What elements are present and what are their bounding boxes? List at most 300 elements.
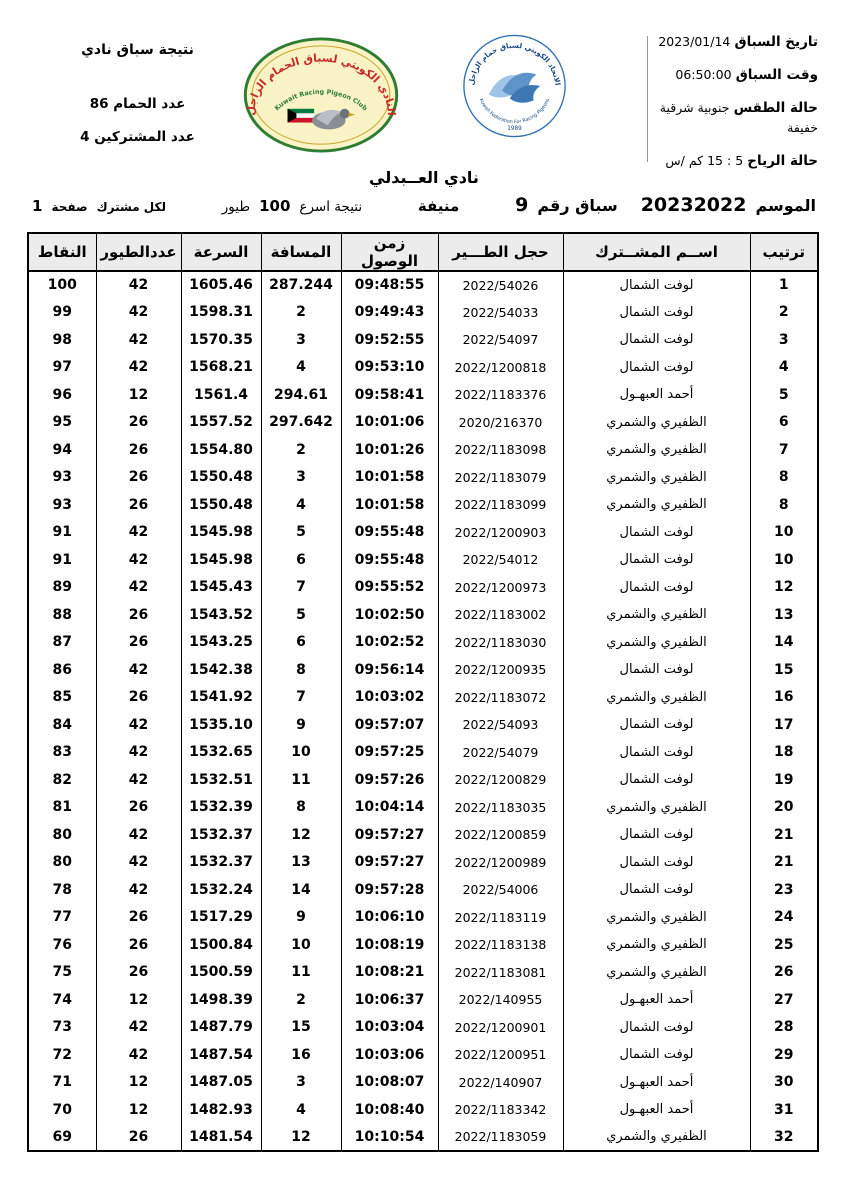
- speed-cell: 1532.39: [181, 794, 261, 822]
- participant-name-cell: الظفيري والشمري: [563, 931, 750, 959]
- participant-count-label: عدد المشتركين: [94, 129, 195, 145]
- column-header-participant: اســم المشــترك: [563, 233, 750, 271]
- rank-cell: 7: [750, 436, 818, 464]
- table-row: [28, 821, 818, 849]
- birds-word: طيور: [221, 199, 251, 215]
- table-row: [28, 959, 818, 987]
- rank-cell: 25: [750, 931, 818, 959]
- bird-count-cell: 26: [96, 794, 181, 822]
- ring-number-cell: 2022/1200859: [438, 821, 563, 849]
- speed-cell: 1532.37: [181, 821, 261, 849]
- wind-value: 5 : 15 كم /س: [665, 153, 744, 168]
- arrival-time-cell: 09:57:27: [341, 849, 438, 877]
- points-cell: 99: [28, 299, 96, 327]
- arrival-time-cell: 09:56:14: [341, 656, 438, 684]
- bird-count-cell: 42: [96, 656, 181, 684]
- participant-name-cell: لوفت الشمال: [563, 821, 750, 849]
- table-row: [28, 491, 818, 519]
- distance-cell: 9: [261, 904, 341, 932]
- rank-cell: 21: [750, 821, 818, 849]
- race-number-value: 9: [515, 194, 529, 216]
- points-cell: 91: [28, 519, 96, 547]
- bird-count-cell: 26: [96, 464, 181, 492]
- bird-count-cell: 26: [96, 601, 181, 629]
- rank-cell: 26: [750, 959, 818, 987]
- summary-block: [60, 42, 215, 162]
- points-cell: 85: [28, 684, 96, 712]
- bird-count-cell: 26: [96, 491, 181, 519]
- race-time-line: [638, 65, 818, 85]
- page-label: صفحة: [51, 200, 88, 214]
- federation-logo: [462, 32, 567, 144]
- participant-name-cell: لوفت الشمال: [563, 656, 750, 684]
- points-cell: 69: [28, 1124, 96, 1152]
- participant-name-cell: الظفيري والشمري: [563, 409, 750, 437]
- bird-count-cell: 42: [96, 519, 181, 547]
- participant-name-cell: أحمد العبهـول: [563, 986, 750, 1014]
- fastest-count: 100: [259, 197, 291, 215]
- ring-number-cell: 2022/54012: [438, 546, 563, 574]
- arrival-time-cell: 09:55:52: [341, 574, 438, 602]
- ring-number-cell: 2022/1183138: [438, 931, 563, 959]
- distance-cell: 4: [261, 354, 341, 382]
- participant-name-cell: لوفت الشمال: [563, 1014, 750, 1042]
- speed-cell: 1482.93: [181, 1096, 261, 1124]
- column-header-ring: حجل الطـــير: [438, 233, 563, 271]
- arrival-time-cell: 10:01:58: [341, 464, 438, 492]
- speed-cell: 1554.80: [181, 436, 261, 464]
- arrival-time-cell: 09:57:25: [341, 739, 438, 767]
- race-number-label: سباق رقم: [537, 196, 618, 215]
- race-time-label: وقت السباق: [735, 67, 818, 83]
- participant-name-cell: الظفيري والشمري: [563, 959, 750, 987]
- location-group: [418, 197, 459, 215]
- rank-cell: 27: [750, 986, 818, 1014]
- page-group: [32, 197, 166, 215]
- arrival-time-cell: 09:55:48: [341, 519, 438, 547]
- race-date-line: [638, 32, 818, 52]
- arrival-time-cell: 10:06:10: [341, 904, 438, 932]
- participant-name-cell: لوفت الشمال: [563, 711, 750, 739]
- bird-count-cell: 42: [96, 739, 181, 767]
- pigeon-count-line: [60, 96, 215, 112]
- participant-name-cell: أحمد العبهـول: [563, 1096, 750, 1124]
- speed-cell: 1532.65: [181, 739, 261, 767]
- rank-cell: 5: [750, 381, 818, 409]
- speed-cell: 1550.48: [181, 491, 261, 519]
- result-title: نتيجة سباق نادي: [81, 42, 194, 58]
- bird-count-cell: 26: [96, 436, 181, 464]
- wind-label: حالة الرياح: [747, 153, 818, 169]
- points-cell: 82: [28, 766, 96, 794]
- arrival-time-cell: 10:06:37: [341, 986, 438, 1014]
- per-participant-label: لكل مشترك: [96, 200, 166, 214]
- bird-count-cell: 42: [96, 299, 181, 327]
- bird-count-cell: 26: [96, 409, 181, 437]
- distance-cell: 12: [261, 1124, 341, 1152]
- ring-number-cell: 2022/1200903: [438, 519, 563, 547]
- distance-cell: 15: [261, 1014, 341, 1042]
- bird-count-cell: 42: [96, 354, 181, 382]
- distance-cell: 5: [261, 519, 341, 547]
- race-location: منيفة: [417, 197, 460, 215]
- rank-cell: 32: [750, 1124, 818, 1152]
- season-value: 20232022: [640, 194, 747, 216]
- points-cell: 77: [28, 904, 96, 932]
- arrival-time-cell: 09:53:10: [341, 354, 438, 382]
- rank-cell: 18: [750, 739, 818, 767]
- arrival-time-cell: 10:08:40: [341, 1096, 438, 1124]
- page-number: 1: [32, 197, 43, 215]
- speed-cell: 1550.48: [181, 464, 261, 492]
- rank-cell: 10: [750, 546, 818, 574]
- bird-count-cell: 26: [96, 904, 181, 932]
- participant-name-cell: الظفيري والشمري: [563, 601, 750, 629]
- ring-number-cell: 2022/1200951: [438, 1041, 563, 1069]
- participant-name-cell: لوفت الشمال: [563, 876, 750, 904]
- participant-name-cell: لوفت الشمال: [563, 271, 750, 299]
- participant-name-cell: الظفيري والشمري: [563, 629, 750, 657]
- club-english-arc-text: Kuwait Racing Pigeon Club: [272, 87, 370, 113]
- participant-name-cell: الظفيري والشمري: [563, 436, 750, 464]
- speed-cell: 1487.54: [181, 1041, 261, 1069]
- column-header-distance: المسافة: [261, 233, 341, 271]
- distance-cell: 13: [261, 849, 341, 877]
- table-row: [28, 876, 818, 904]
- speed-cell: 1543.52: [181, 601, 261, 629]
- distance-cell: 12: [261, 821, 341, 849]
- arrival-time-cell: 10:01:06: [341, 409, 438, 437]
- rank-cell: 8: [750, 491, 818, 519]
- speed-cell: 1561.4: [181, 381, 261, 409]
- participant-name-cell: الظفيري والشمري: [563, 684, 750, 712]
- ring-number-cell: 2022/54006: [438, 876, 563, 904]
- participant-name-cell: الظفيري والشمري: [563, 491, 750, 519]
- arrival-time-cell: 09:57:26: [341, 766, 438, 794]
- ring-number-cell: 2022/1183030: [438, 629, 563, 657]
- arrival-time-cell: 09:57:28: [341, 876, 438, 904]
- distance-cell: 16: [261, 1041, 341, 1069]
- ring-number-cell: 2022/1200935: [438, 656, 563, 684]
- distance-cell: 3: [261, 1069, 341, 1097]
- results-table: [27, 232, 819, 1152]
- distance-cell: 7: [261, 684, 341, 712]
- federation-english-arc-text: Kuwait Federation For Racing Pigeons: [477, 98, 552, 126]
- speed-cell: 1532.24: [181, 876, 261, 904]
- points-cell: 70: [28, 1096, 96, 1124]
- table-row: [28, 711, 818, 739]
- ring-number-cell: 2022/1183079: [438, 464, 563, 492]
- table-row: [28, 436, 818, 464]
- table-row: [28, 931, 818, 959]
- ring-number-cell: 2022/54097: [438, 326, 563, 354]
- participant-name-cell: لوفت الشمال: [563, 766, 750, 794]
- points-cell: 93: [28, 464, 96, 492]
- distance-cell: 3: [261, 464, 341, 492]
- table-row: [28, 849, 818, 877]
- speed-cell: 1605.46: [181, 271, 261, 299]
- table-row: [28, 299, 818, 327]
- arrival-time-cell: 10:10:54: [341, 1124, 438, 1152]
- rank-cell: 30: [750, 1069, 818, 1097]
- distance-cell: 10: [261, 739, 341, 767]
- club-arabic-arc-text: النادي الكويتي لسباق الحمام الزاجل: [243, 51, 398, 116]
- bird-count-cell: 42: [96, 821, 181, 849]
- arrival-time-cell: 10:02:50: [341, 601, 438, 629]
- points-cell: 98: [28, 326, 96, 354]
- arrival-time-cell: 09:57:27: [341, 821, 438, 849]
- distance-cell: 6: [261, 546, 341, 574]
- ring-number-cell: 2022/1183002: [438, 601, 563, 629]
- speed-cell: 1487.79: [181, 1014, 261, 1042]
- rank-cell: 10: [750, 519, 818, 547]
- points-cell: 96: [28, 381, 96, 409]
- ring-number-cell: 2022/1183119: [438, 904, 563, 932]
- ring-number-cell: 2022/54093: [438, 711, 563, 739]
- table-row: [28, 986, 818, 1014]
- pigeon-count-value: 86: [89, 96, 109, 112]
- bird-count-cell: 42: [96, 1014, 181, 1042]
- table-row: [28, 326, 818, 354]
- arrival-time-cell: 10:04:14: [341, 794, 438, 822]
- speed-cell: 1543.25: [181, 629, 261, 657]
- participant-name-cell: لوفت الشمال: [563, 1041, 750, 1069]
- fastest-result-label: نتيجة اسرع: [299, 199, 363, 215]
- points-cell: 94: [28, 436, 96, 464]
- ring-number-cell: 2022/54033: [438, 299, 563, 327]
- results-table-body: [28, 271, 818, 1151]
- distance-cell: 2: [261, 299, 341, 327]
- table-row: [28, 381, 818, 409]
- points-cell: 80: [28, 821, 96, 849]
- speed-cell: 1568.21: [181, 354, 261, 382]
- arrival-time-cell: 10:08:21: [341, 959, 438, 987]
- column-header-speed: السرعة: [181, 233, 261, 271]
- rank-cell: 31: [750, 1096, 818, 1124]
- table-row: [28, 904, 818, 932]
- ring-number-cell: 2022/1183376: [438, 381, 563, 409]
- participant-name-cell: الظفيري والشمري: [563, 1124, 750, 1152]
- bird-count-cell: 42: [96, 876, 181, 904]
- speed-cell: 1487.05: [181, 1069, 261, 1097]
- points-cell: 95: [28, 409, 96, 437]
- table-row: [28, 766, 818, 794]
- points-cell: 84: [28, 711, 96, 739]
- table-row: [28, 684, 818, 712]
- distance-cell: 6: [261, 629, 341, 657]
- ring-number-cell: 2020/216370: [438, 409, 563, 437]
- race-info-block: [638, 32, 818, 184]
- rank-cell: 23: [750, 876, 818, 904]
- ring-number-cell: 2022/1200829: [438, 766, 563, 794]
- weather-value: جنوبية شرقية خفيفة: [659, 100, 818, 135]
- rank-cell: 13: [750, 601, 818, 629]
- distance-cell: 14: [261, 876, 341, 904]
- speed-cell: 1481.54: [181, 1124, 261, 1152]
- arrival-time-cell: 09:57:07: [341, 711, 438, 739]
- meta-row: [32, 194, 816, 216]
- rank-cell: 2: [750, 299, 818, 327]
- distance-cell: 2: [261, 436, 341, 464]
- arrival-time-cell: 09:52:55: [341, 326, 438, 354]
- arrival-time-cell: 10:02:52: [341, 629, 438, 657]
- rank-cell: 16: [750, 684, 818, 712]
- bird-count-cell: 42: [96, 1041, 181, 1069]
- rank-cell: 20: [750, 794, 818, 822]
- pigeon-count-label: عدد الحمام: [113, 96, 186, 112]
- table-row: [28, 409, 818, 437]
- points-cell: 76: [28, 931, 96, 959]
- distance-cell: 8: [261, 656, 341, 684]
- participant-name-cell: لوفت الشمال: [563, 354, 750, 382]
- bird-count-cell: 26: [96, 1124, 181, 1152]
- points-cell: 89: [28, 574, 96, 602]
- club-name: نادي العــبدلي: [369, 168, 479, 187]
- points-cell: 75: [28, 959, 96, 987]
- speed-cell: 1570.35: [181, 326, 261, 354]
- distance-cell: 5: [261, 601, 341, 629]
- speed-cell: 1541.92: [181, 684, 261, 712]
- arrival-time-cell: 10:08:07: [341, 1069, 438, 1097]
- bird-count-cell: 42: [96, 766, 181, 794]
- distance-cell: 11: [261, 959, 341, 987]
- ring-number-cell: 2022/1183035: [438, 794, 563, 822]
- points-cell: 91: [28, 546, 96, 574]
- distance-cell: 3: [261, 326, 341, 354]
- arrival-time-cell: 09:58:41: [341, 381, 438, 409]
- bird-count-cell: 26: [96, 931, 181, 959]
- distance-cell: 4: [261, 1096, 341, 1124]
- points-cell: 93: [28, 491, 96, 519]
- rank-cell: 15: [750, 656, 818, 684]
- table-row: [28, 546, 818, 574]
- participant-name-cell: لوفت الشمال: [563, 849, 750, 877]
- distance-cell: 287.244: [261, 271, 341, 299]
- arrival-time-cell: 10:01:58: [341, 491, 438, 519]
- points-cell: 100: [28, 271, 96, 299]
- rank-cell: 14: [750, 629, 818, 657]
- speed-cell: 1557.52: [181, 409, 261, 437]
- rank-cell: 12: [750, 574, 818, 602]
- points-cell: 71: [28, 1069, 96, 1097]
- arrival-time-cell: 09:49:43: [341, 299, 438, 327]
- points-cell: 73: [28, 1014, 96, 1042]
- participant-name-cell: لوفت الشمال: [563, 574, 750, 602]
- ring-number-cell: 2022/140955: [438, 986, 563, 1014]
- ring-number-cell: 2022/1183098: [438, 436, 563, 464]
- points-cell: 72: [28, 1041, 96, 1069]
- ring-number-cell: 2022/54026: [438, 271, 563, 299]
- ring-number-cell: 2022/1200818: [438, 354, 563, 382]
- bird-count-cell: 42: [96, 271, 181, 299]
- speed-cell: 1545.98: [181, 519, 261, 547]
- club-logo: [242, 36, 400, 158]
- arrival-time-cell: 10:03:06: [341, 1041, 438, 1069]
- table-row: [28, 1096, 818, 1124]
- speed-cell: 1545.98: [181, 546, 261, 574]
- distance-cell: 294.61: [261, 381, 341, 409]
- bird-count-cell: 26: [96, 684, 181, 712]
- bird-count-cell: 12: [96, 381, 181, 409]
- arrival-time-cell: 10:01:26: [341, 436, 438, 464]
- rank-cell: 28: [750, 1014, 818, 1042]
- season-label: الموسم: [755, 196, 816, 215]
- participant-name-cell: لوفت الشمال: [563, 739, 750, 767]
- rank-cell: 21: [750, 849, 818, 877]
- rank-cell: 6: [750, 409, 818, 437]
- season-group: [515, 194, 816, 216]
- participant-name-cell: أحمد العبهـول: [563, 1069, 750, 1097]
- bird-count-cell: 12: [96, 986, 181, 1014]
- rank-cell: 24: [750, 904, 818, 932]
- bird-count-cell: 26: [96, 629, 181, 657]
- participant-name-cell: الظفيري والشمري: [563, 904, 750, 932]
- arrival-time-cell: 10:08:19: [341, 931, 438, 959]
- kuwait-flag-icon: [288, 109, 315, 123]
- table-row: [28, 271, 818, 299]
- federation-year: 1989: [507, 125, 522, 132]
- rank-cell: 17: [750, 711, 818, 739]
- race-date-value: 2023/01/14: [658, 34, 731, 49]
- points-cell: 74: [28, 986, 96, 1014]
- table-row: [28, 574, 818, 602]
- distance-cell: 10: [261, 931, 341, 959]
- bird-count-cell: 12: [96, 1096, 181, 1124]
- arrival-time-cell: 09:48:55: [341, 271, 438, 299]
- table-row: [28, 1124, 818, 1152]
- speed-cell: 1532.37: [181, 849, 261, 877]
- points-cell: 81: [28, 794, 96, 822]
- table-row: [28, 629, 818, 657]
- rank-cell: 4: [750, 354, 818, 382]
- distance-cell: 11: [261, 766, 341, 794]
- fastest-group: [222, 197, 362, 215]
- participant-name-cell: لوفت الشمال: [563, 546, 750, 574]
- rank-cell: 19: [750, 766, 818, 794]
- race-time-value: 06:50:00: [675, 67, 732, 82]
- distance-cell: 9: [261, 711, 341, 739]
- participant-name-cell: أحمد العبهـول: [563, 381, 750, 409]
- table-row: [28, 1041, 818, 1069]
- participant-name-cell: لوفت الشمال: [563, 519, 750, 547]
- table-row: [28, 656, 818, 684]
- ring-number-cell: 2022/140907: [438, 1069, 563, 1097]
- participant-name-cell: لوفت الشمال: [563, 326, 750, 354]
- points-cell: 88: [28, 601, 96, 629]
- bird-count-cell: 42: [96, 574, 181, 602]
- distance-cell: 7: [261, 574, 341, 602]
- points-cell: 97: [28, 354, 96, 382]
- points-cell: 83: [28, 739, 96, 767]
- speed-cell: 1542.38: [181, 656, 261, 684]
- rank-cell: 3: [750, 326, 818, 354]
- ring-number-cell: 2022/1200973: [438, 574, 563, 602]
- arrival-time-cell: 10:03:02: [341, 684, 438, 712]
- ring-number-cell: 2022/1183072: [438, 684, 563, 712]
- ring-number-cell: 2022/1183081: [438, 959, 563, 987]
- rank-cell: 1: [750, 271, 818, 299]
- participant-name-cell: الظفيري والشمري: [563, 794, 750, 822]
- weather-line: [638, 98, 818, 138]
- speed-cell: 1517.29: [181, 904, 261, 932]
- bird-count-cell: 42: [96, 711, 181, 739]
- ring-number-cell: 2022/54079: [438, 739, 563, 767]
- points-cell: 78: [28, 876, 96, 904]
- header-divider: [647, 36, 648, 162]
- speed-cell: 1545.43: [181, 574, 261, 602]
- table-row: [28, 519, 818, 547]
- ring-number-cell: 2022/1183059: [438, 1124, 563, 1152]
